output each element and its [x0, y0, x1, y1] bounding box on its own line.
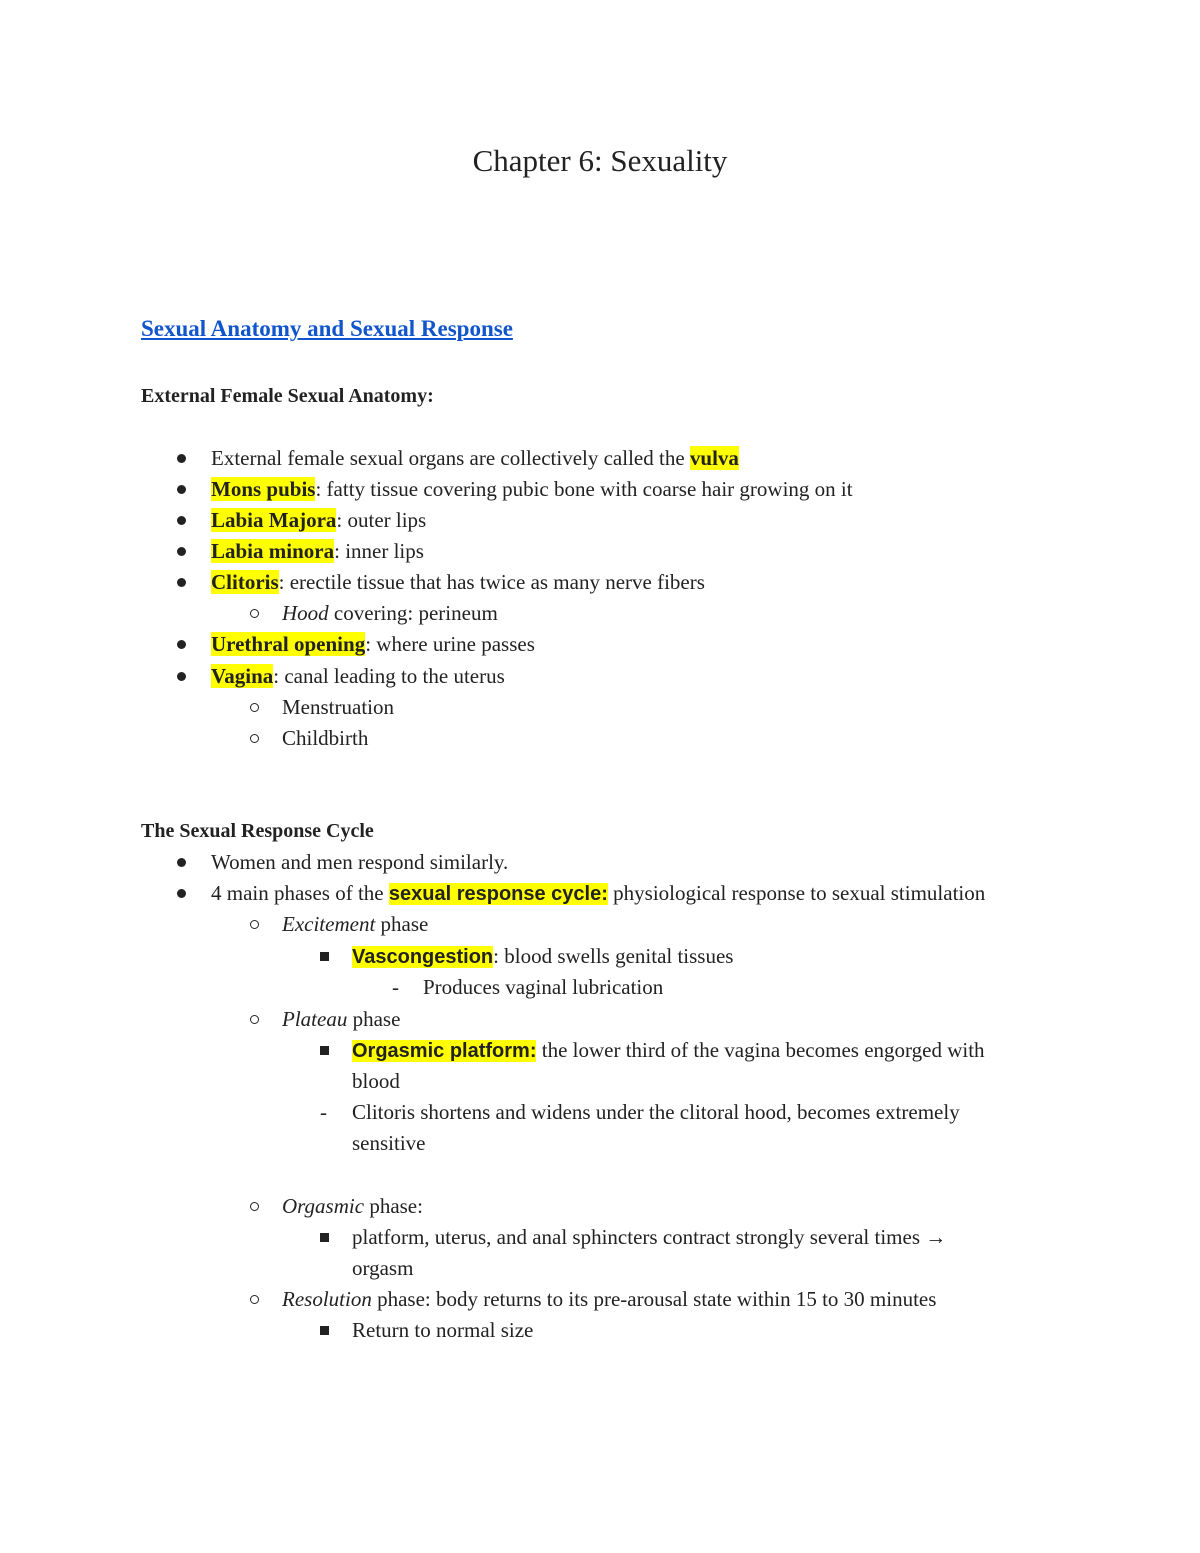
bullet-icon [177, 672, 186, 681]
list-item-clitoris-shortens: Clitoris shortens and widens under the clitoral hood, becomes extremely [352, 1100, 960, 1124]
list-item-vascongestion [352, 942, 733, 971]
list-item-orgasmic-platform [352, 1036, 985, 1065]
list-item-vagina [211, 662, 505, 690]
list-item-text: phase [347, 1007, 401, 1031]
list-item-contractions: platform, uterus, and anal sphincters contract strongly several times → [352, 1225, 947, 1249]
list-item-text: 4 main phases of the [211, 881, 389, 905]
bullet-icon [177, 858, 186, 867]
list-item-respond-similarly: Women and men respond similarly. [211, 850, 509, 874]
list-item-text: External female sexual organs are collectively called the [211, 446, 690, 470]
highlight-term: vulva [689, 446, 739, 470]
sub-bullet-icon [250, 1015, 259, 1024]
list-item-text: : erectile tissue that has twice as many nerve fibers [278, 570, 705, 594]
list-item-text: : where urine passes [365, 632, 535, 656]
list-item-text: : outer lips [336, 508, 427, 532]
highlight-term: Urethral opening [211, 632, 366, 656]
list-item-labia-majora [211, 506, 426, 534]
list-item-text: : blood swells genital tissues [493, 944, 734, 968]
list-item-childbirth: Childbirth [282, 726, 369, 750]
italic-term: Excitement [282, 912, 376, 936]
heading-external-female-anatomy: External Female Sexual Anatomy: [141, 385, 434, 407]
list-item-text: the lower third of the vagina becomes engorged with [536, 1038, 985, 1062]
list-item-text: : inner lips [334, 539, 424, 563]
list-item-vulva [211, 444, 739, 472]
bullet-icon [177, 485, 186, 494]
list-item-orgasmic-phase [282, 1192, 423, 1220]
list-item-clitoris [211, 568, 705, 596]
highlight-term: sexual response cycle: [388, 883, 608, 905]
highlight-term: Mons pubis [211, 477, 316, 501]
page-title: Chapter 6: Sexuality [472, 143, 728, 178]
sub-bullet-icon [250, 734, 259, 743]
list-item-text: phase: body returns to its pre-arousal state within 15 to 30 minutes [371, 1287, 937, 1311]
sub-bullet-icon [250, 920, 259, 929]
list-item-main-phases [211, 879, 985, 908]
bullet-icon [177, 889, 186, 898]
list-item-text: phase: [364, 1194, 423, 1218]
bullet-icon [177, 454, 186, 463]
italic-term: Orgasmic [282, 1194, 365, 1218]
square-bullet-icon [320, 1326, 329, 1335]
list-item-text-continued: orgasm [352, 1256, 414, 1280]
list-item-text: : canal leading to the uterus [273, 664, 505, 688]
bullet-icon [177, 547, 186, 556]
highlight-term: Labia Majora [211, 508, 337, 532]
square-bullet-icon [320, 1233, 329, 1242]
list-item-normal-size: Return to normal size [352, 1318, 534, 1342]
italic-term: Resolution [282, 1287, 372, 1311]
italic-term: Plateau [282, 1007, 348, 1031]
highlight-term: Clitoris [211, 570, 279, 594]
bullet-icon [177, 640, 186, 649]
highlight-term: Orgasmic platform: [352, 1040, 537, 1062]
highlight-term: Vascongestion [352, 946, 494, 968]
highlight-term: Vagina [211, 664, 274, 688]
square-bullet-icon [320, 1046, 329, 1055]
list-item-menstruation: Menstruation [282, 695, 394, 719]
bullet-icon [177, 578, 186, 587]
sub-bullet-icon [250, 1295, 259, 1304]
bullet-icon [177, 516, 186, 525]
list-item-text: phase [375, 912, 429, 936]
list-item-text-continued: blood [352, 1069, 400, 1093]
list-item-plateau-phase [282, 1005, 400, 1033]
list-item-text: : fatty tissue covering pubic bone with coarse hair growing on it [315, 477, 853, 501]
list-item-hood [282, 599, 498, 627]
section-link-sexual-anatomy[interactable]: Sexual Anatomy and Sexual Response [141, 316, 513, 341]
list-item-text: physiological response to sexual stimulation [607, 881, 986, 905]
list-item-text-continued: sensitive [352, 1131, 426, 1155]
dash-bullet-icon: - [320, 1100, 327, 1124]
sub-bullet-icon [250, 1202, 259, 1211]
list-item-vaginal-lubrication: Produces vaginal lubrication [423, 975, 664, 999]
sub-bullet-icon [250, 609, 259, 618]
highlight-term: Labia minora [211, 539, 335, 563]
heading-sexual-response-cycle: The Sexual Response Cycle [141, 820, 374, 842]
square-bullet-icon [320, 952, 329, 961]
list-item-text: covering: perineum [328, 601, 498, 625]
dash-bullet-icon: - [392, 975, 399, 999]
list-item-resolution-phase [282, 1285, 936, 1313]
list-item-excitement-phase [282, 910, 428, 938]
italic-term: Hood [282, 601, 329, 625]
sub-bullet-icon [250, 703, 259, 712]
list-item-mons-pubis [211, 475, 853, 503]
list-item-urethral-opening [211, 630, 535, 658]
list-item-labia-minora [211, 537, 424, 565]
